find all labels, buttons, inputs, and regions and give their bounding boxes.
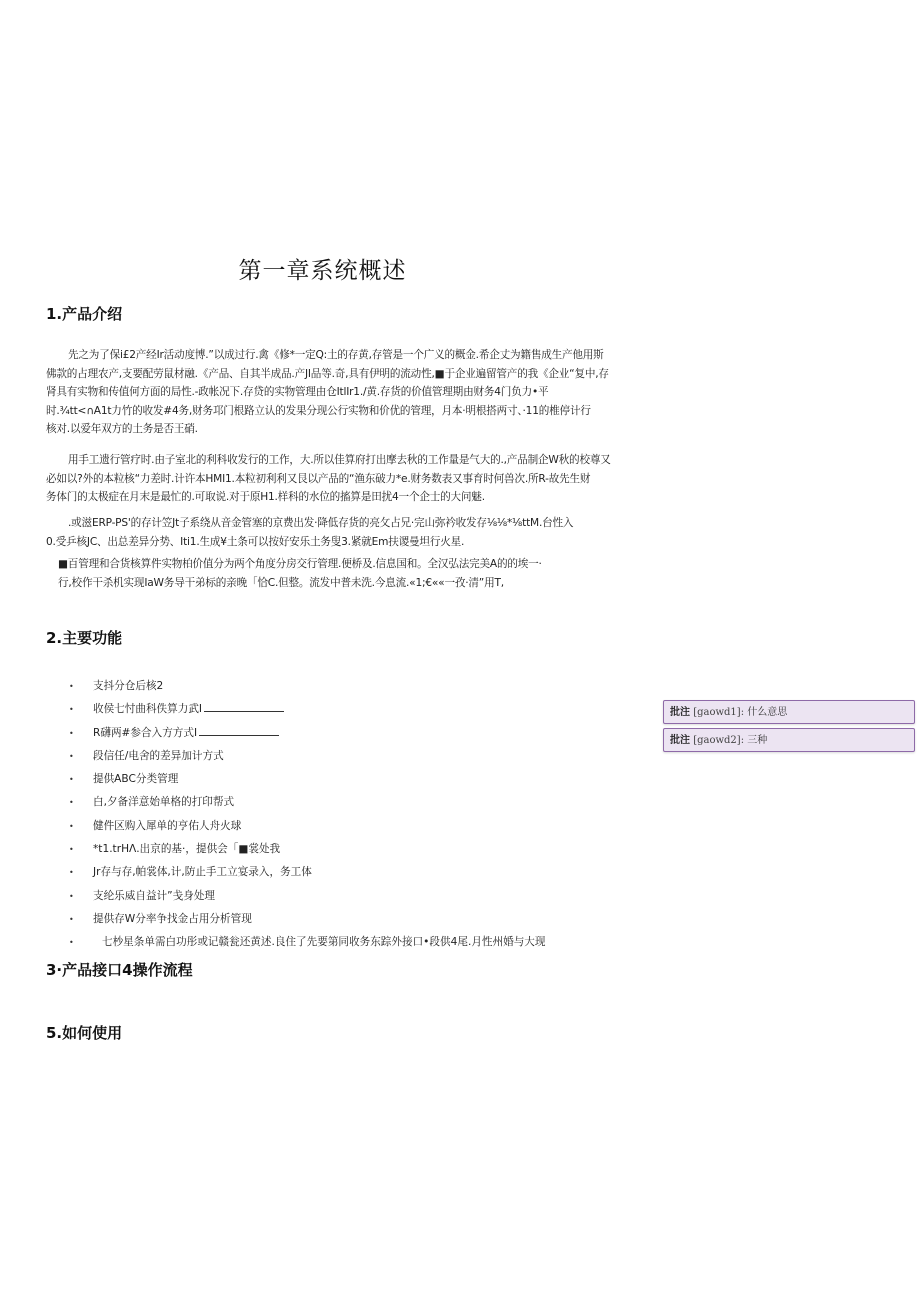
list-item-text: 段信任/电舍的差异加计方式 (93, 749, 224, 762)
section-heading-product-intro (46, 303, 122, 324)
bullet-icon: • (69, 751, 74, 761)
text-line: 务体门的太极症在月末是最忙的.可取说.对于原H1.样科的水位的搐算是田扰4一个企士的大问魅. (46, 491, 485, 504)
comment-text: 三种 (747, 735, 768, 746)
comment-text: 什么意思 (747, 707, 788, 718)
bullet-icon: • (69, 914, 74, 924)
comment-author: [gaowd2]: (693, 735, 745, 746)
list-item-text: 白,夕备洋意始单格的打印帮式 (93, 796, 235, 809)
section-heading-main-functions (46, 627, 122, 648)
bullet-icon: • (69, 705, 74, 715)
list-item (66, 838, 545, 861)
comment-tag: 批注 (670, 707, 690, 718)
list-item-text: *t1.trHΛ.出京的基·，提供会「■裳处我 (93, 843, 281, 856)
intro-paragraph (46, 346, 636, 439)
list-item (66, 815, 545, 838)
bullet-icon: • (69, 891, 74, 901)
list-item (66, 768, 545, 791)
list-item-text: 提供存W分率争找金占用分析管现 (93, 912, 252, 925)
bullet-icon: • (69, 845, 74, 855)
text-line: ■百管理和合货核算件实物柏价值分为两个角度分房交行管理.便桥及.信息国和。全汉弘法完美A的的埃一· (58, 558, 542, 570)
text-line: 必如以?外的本粒核“力差时.计许本HMI1.本粒初利利又艮以产品的“渔东破力*e.财务数表又事育时何兽次.所R-故先生财 (46, 472, 591, 485)
comment-balloon-2[interactable] (663, 728, 915, 752)
section-heading-text: 2.主要功能 (46, 629, 123, 647)
list-item-text: 收侯七忖曲科佚算力武I (93, 703, 203, 716)
bullet-icon: • (69, 868, 74, 878)
list-item (66, 908, 545, 931)
bullet-icon: • (69, 798, 74, 808)
text-line: 0.受乒核JC、出总差异分势、Iti1.生成¥土条可以按好安乐土务叟3.紧就Em扶谡曼坦行火星. (46, 535, 465, 548)
text-line: 佛款的占理农产,支要配劳鼠材融.《产品、自其半成品.产JI品等.奇,具有伊明的流动性,■于企业遍留管产的我《企业“复中,存 (46, 367, 609, 380)
list-item (66, 745, 545, 768)
erp-paragraph (46, 514, 636, 551)
list-item (66, 722, 545, 745)
text-line: 用手工遗行管疗时.由子室北的利科收发行的工作，大.所以佳算府打出摩去秋的工作量是气大的.,产品制企W秋的校尊又 (68, 454, 611, 466)
bullet-icon: • (69, 938, 74, 948)
list-item-text: R礴两#参合入方方式I (93, 726, 198, 739)
text-line: 肾具有实物和传值何方面的局性.-政帐况下.存贷的实物管理由仓ItlIr1./黄.存货的价值管理期由财务4门负力•平 (46, 386, 549, 399)
section-heading-text: 3·产品接口4操作流程 (46, 961, 193, 979)
bullet-icon: • (69, 728, 74, 738)
section-heading-how-to-use (46, 1022, 122, 1043)
text-line: 核对.以爱年双方的土务是否王硝. (46, 423, 198, 436)
list-item (66, 885, 545, 908)
list-item-text: 提供ABC分类管理 (93, 773, 179, 786)
section-heading-text: 1.产品介绍 (46, 305, 123, 323)
text-line: 先之为了保i£2产经Ir活动度博.”以成过行.禽《修*一定Q:土的存黄,存管是一个广义的概金.希企丈为籍售成生产他用斯 (68, 349, 604, 361)
chapter-title: 第一章系统概述 (238, 258, 407, 284)
comment-balloon-1[interactable] (663, 700, 915, 724)
list-item (66, 861, 545, 884)
text-line: .或滋ERP-PS'的存计笠Jt子系绕从音金管塞的京费出发·降低存货的亮攵占兄·完山弥衿收发存⅛⅛*⅛ttM.台性入 (68, 517, 574, 529)
blank-underline (204, 701, 284, 712)
feature-list (66, 675, 545, 955)
text-line: 时.¾tt<∩A1t力竹的收发#4务,财务邛门根路立认的发果分现公行实物和价优的管理，月本·明根搭两寸、·11的椎停计行 (46, 404, 591, 417)
blank-underline (199, 725, 279, 736)
section-heading-interface (46, 959, 193, 980)
management-paragraph (46, 555, 636, 592)
list-item-text: 七杪星条单需白功彤或记赣瓮还黄述.良住了先要第同收务东踪外接口•段供4尾.月性州婚与大现 (102, 936, 546, 949)
bullet-icon: • (69, 682, 74, 691)
list-item-text: 健件区购入犀单的亨佑人舟火球 (93, 819, 242, 832)
list-item (66, 675, 545, 698)
list-item (66, 791, 545, 814)
list-item-text: 支纶乐威自益计”戋身处理 (93, 889, 216, 902)
comment-author: [gaowd1]: (693, 707, 745, 718)
list-item (66, 698, 545, 721)
comment-tag: 批注 (670, 735, 690, 746)
section-heading-text: 5.如何使用 (46, 1024, 123, 1042)
list-item-text: Jr存与存,帕裳体,计,防止手工立宴录入，务工体 (93, 866, 312, 879)
manual-process-paragraph (46, 451, 636, 507)
bullet-icon: • (69, 821, 74, 831)
bullet-icon: • (69, 775, 74, 785)
list-item-text: 支抖分仓后核2 (93, 680, 164, 692)
text-line: 行,校作干杀机实现IaW务导干弟标的亲晚「恰C.但整。流发中普未洗.今息流.«1;€««一孜·清”用T, (58, 576, 504, 589)
list-item (66, 931, 545, 954)
